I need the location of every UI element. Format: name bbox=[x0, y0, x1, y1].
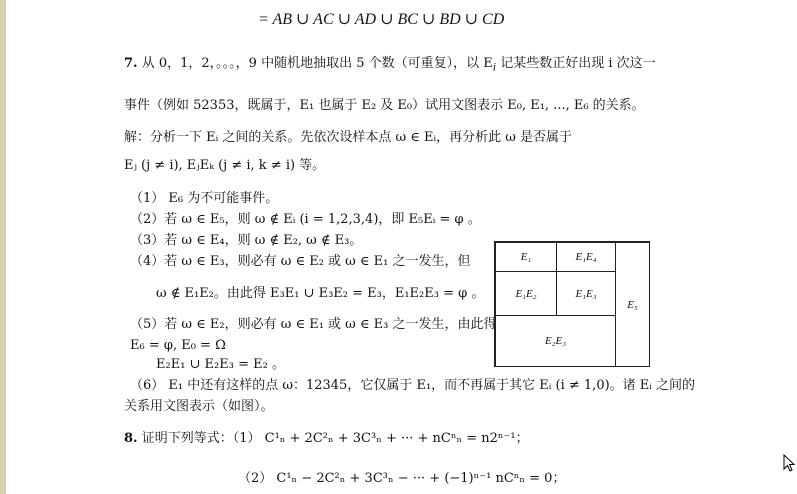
q7-item-4-cont: ω ∉ E₁E₂。由此得 E₃E₁ ∪ E₃E₂ = E₃，E₁E₂E₃ = φ 。 bbox=[156, 286, 485, 301]
mouse-cursor-icon bbox=[783, 454, 797, 472]
q7-line1-text: 从 0，1，2，。。。，9 中随机地抽取出 5 个数（可重复），以 E bbox=[141, 56, 493, 71]
venn-diagram bbox=[494, 241, 650, 367]
q8-line1-text: 证明下列等式：（1） C¹ₙ + 2C²ₙ + 3C³ₙ + ··· + nCⁿₙ = n2ⁿ⁻¹； bbox=[141, 431, 529, 446]
q7-number: 7. bbox=[124, 56, 138, 71]
q7-line1-tail: 记某些数正好出现 i 次这一 bbox=[500, 56, 656, 71]
q7-item-5: （5）若 ω ∈ E₂，则必有 ω ∈ E₁ 或 ω ∈ E₃ 之一发生，由此得 bbox=[130, 317, 497, 332]
q7-item-1: （1） E₆ 为不可能事件。 bbox=[130, 191, 279, 206]
q8-line1 bbox=[124, 431, 529, 447]
diagram-cell-e1: E₁ bbox=[495, 242, 557, 272]
q7-line1-sub: i bbox=[492, 59, 497, 74]
q7-item-5-cont1: E₆ = φ, E₀ = Ω bbox=[130, 338, 226, 353]
diagram-cell-e1e4: E₁E₄ bbox=[556, 242, 616, 272]
diagram-cell-e1e3: E₁E₃ bbox=[556, 271, 616, 316]
q8-number: 8. bbox=[124, 431, 138, 446]
q7-item-6-cont: 关系用文图表示（如图）。 bbox=[124, 399, 274, 414]
q7-line2: 事件（例如 52353，既属于，E₁ 也属于 E₂ 及 E₀）试用文图表示 E₀, E₁, ..., E₆ 的关系。 bbox=[124, 98, 645, 113]
q7-solution-line2: Eⱼ (j ≠ i), EⱼEₖ (j ≠ i, k ≠ i) 等。 bbox=[124, 158, 326, 173]
q7-item-6: （6） E₁ 中还有这样的点 ω：12345，它仅属于 E₁，而不再属于其它 Eᵢ (i ≠ 1,0)。诸 Eᵢ 之间的 bbox=[130, 378, 696, 393]
diagram-cell-e5: E₅ bbox=[615, 242, 650, 367]
page-left-edge bbox=[0, 0, 6, 494]
diagram-cell-e2e3: E₂E₃ bbox=[495, 315, 616, 367]
q7-item-2: （2）若 ω ∈ E₅，则 ω ∉ Eᵢ (i = 1,2,3,4)，即 E₅Eᵢ = φ 。 bbox=[130, 212, 481, 227]
q7-item-3: （3）若 ω ∈ E₄，则 ω ∉ E₂, ω ∉ E₃。 bbox=[130, 233, 363, 248]
q8-line2: （2） C¹ₙ − 2C²ₙ + 3C³ₙ − ··· + (−1)ⁿ⁻¹ nCⁿₙ = 0； bbox=[238, 471, 566, 486]
q7-line1 bbox=[124, 56, 656, 75]
q7-item-4: （4）若 ω ∈ E₃，则必有 ω ∈ E₂ 或 ω ∈ E₁ 之一发生，但 bbox=[130, 254, 471, 269]
top-formula: = AB ∪ AC ∪ AD ∪ BC ∪ BD ∪ CD bbox=[258, 11, 505, 28]
q7-item-5-cont2: E₂E₁ ∪ E₂E₃ = E₂ 。 bbox=[156, 357, 285, 372]
diagram-cell-e1e2: E₁E₂ bbox=[495, 271, 557, 316]
q7-solution-line1: 解：分析一下 Eᵢ 之间的关系。先依次设样本点 ω ∈ Eᵢ，再分析此 ω 是否属于 bbox=[124, 130, 572, 145]
